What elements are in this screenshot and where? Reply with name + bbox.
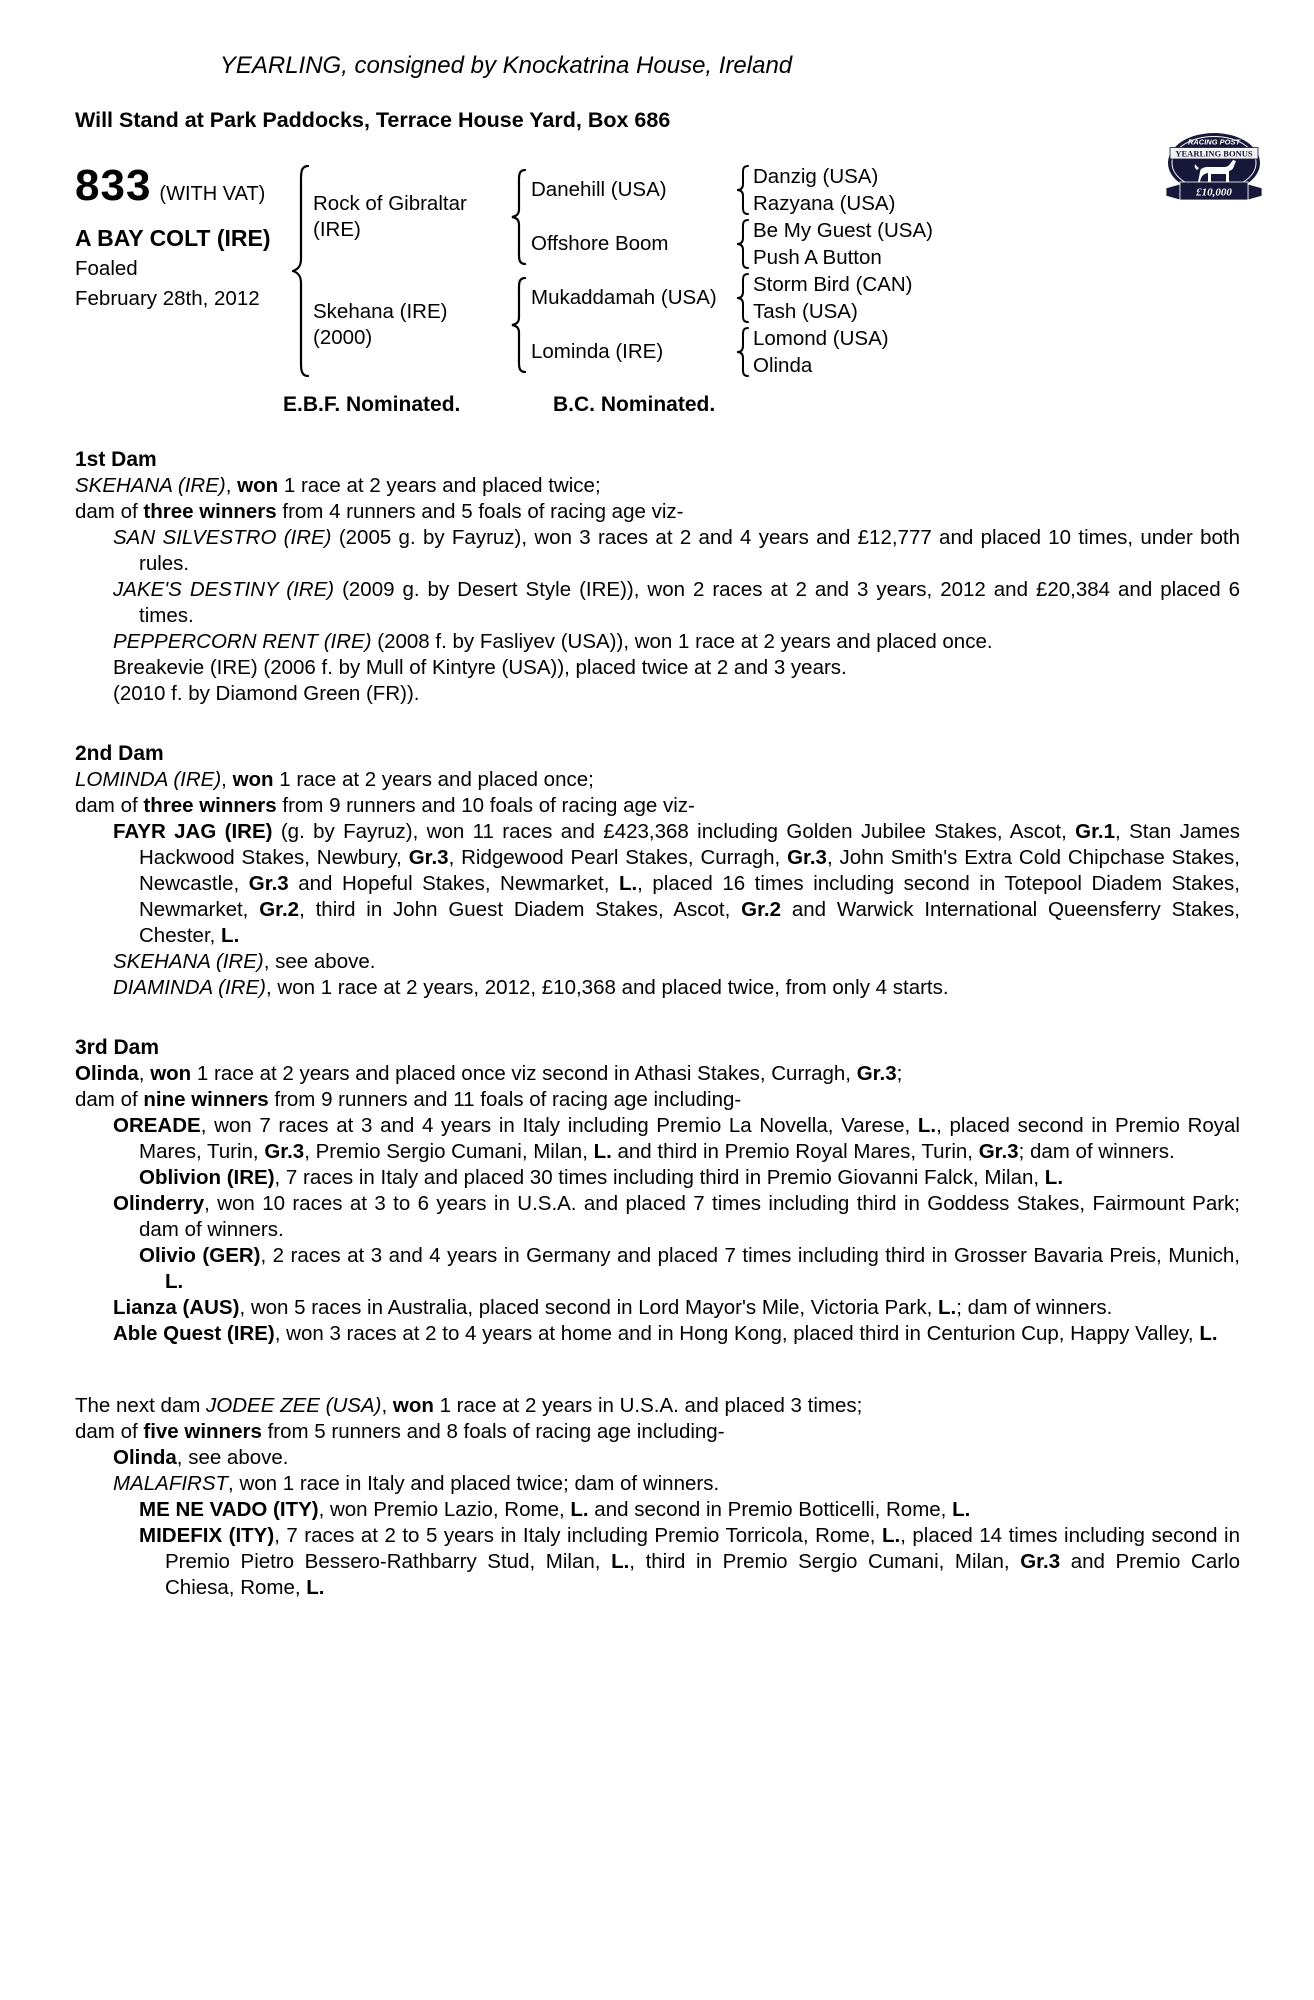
dam-name-line2: (2000)	[313, 326, 373, 349]
stand-location-line: Will Stand at Park Paddocks, Terrace House Yard, Box 686	[75, 108, 671, 132]
gen3-brace-icon	[731, 217, 753, 271]
pedigree-paragraph: (2010 f. by Diamond Green (FR)).	[113, 682, 420, 705]
sire-name-line1: Rock of Gibraltar	[313, 192, 467, 215]
dam-name-line1: Skehana (IRE)	[313, 300, 448, 323]
vat-note: (WITH VAT)	[159, 183, 266, 205]
pedigree-paragraph: ME NE VADO (ITY), won Premio Lazio, Rome, L. and second in Premio Botticelli, Rome, L.	[139, 1498, 971, 1521]
pedigree-paragraph: OREADE, won 7 races at 3 and 4 years in Italy including Premio La Novella, Varese, L., placed second in Premio Royal Mares, Turin, Gr.3, Premio Sergio Cumani, Milan, L. and third in Premio Royal Mares, Turin, Gr.3; dam of winners.	[113, 1114, 1240, 1163]
bc-nominated: B.C. Nominated.	[553, 393, 716, 416]
dam-section	[75, 1393, 1240, 1601]
pedigree-paragraph: dam of nine winners from 9 runners and 11 foals of racing age including-	[75, 1088, 742, 1111]
foaled-label: Foaled	[75, 257, 138, 280]
pedigree-paragraph: SKEHANA (IRE), see above.	[113, 950, 376, 973]
pedigree-paragraph: dam of three winners from 4 runners and 5 foals of racing age viz-	[75, 500, 684, 523]
lot-number-row	[75, 163, 287, 209]
ribbon-left	[1166, 184, 1180, 200]
pedigree-paragraph: Oblivion (IRE), 7 races in Italy and placed 30 times including third in Premio Giovanni Falck, Milan, L.	[139, 1166, 1064, 1189]
gen3-brace-icon	[731, 163, 753, 217]
ribbon-right	[1248, 184, 1262, 200]
pedigree-paragraph: MIDEFIX (ITY), 7 races at 2 to 5 years in Italy including Premio Torricola, Rome, L., placed 14 times including second in Premio Pietro Bessero-Rathbarry Stud, Milan, L., third in Premio Sergio Cumani, Milan, Gr.3 and Premio Carlo Chiesa, Rome, L.	[139, 1524, 1241, 1599]
gen3-ancestor: Push A Button	[753, 245, 882, 269]
dam-section	[75, 741, 1240, 1001]
sire-brace-icon	[505, 163, 531, 271]
pedigree-paragraph: Breakevie (IRE) (2006 f. by Mull of Kintyre (USA)), placed twice at 2 and 3 years.	[113, 656, 847, 679]
dam-name	[313, 271, 505, 379]
pedigree-paragraph: Lianza (AUS), won 5 races in Australia, placed second in Lord Mayor's Mile, Victoria Park, L.; dam of winners.	[113, 1296, 1113, 1319]
pedigree-paragraph: The next dam JODEE ZEE (USA), won 1 race at 2 years in U.S.A. and placed 3 times;	[75, 1394, 863, 1417]
pedigree-paragraph: Olivio (GER), 2 races at 3 and 4 years in Germany and placed 7 times including third in Grosser Bavaria Preis, Munich, L.	[139, 1244, 1240, 1293]
sire-name-line2: (IRE)	[313, 218, 361, 241]
gen3-ancestor: Tash (USA)	[753, 299, 858, 323]
lot-info	[75, 163, 287, 379]
gen2-sire-of-dam: Mukaddamah (USA)	[531, 286, 717, 309]
pedigree-paragraph: Olinderry, won 10 races at 3 to 6 years in U.S.A. and placed 7 times including third in Goddess Stakes, Fairmount Park; dam of winners.	[113, 1192, 1240, 1241]
pedigree-tree	[75, 163, 1240, 379]
gen3-ancestor: Lomond (USA)	[753, 326, 889, 350]
gen3-ancestor: Storm Bird (CAN)	[753, 272, 913, 296]
section-heading: 3rd Dam	[75, 1036, 160, 1059]
pedigree-paragraph: Olinda, see above.	[113, 1446, 289, 1469]
pedigree-paragraph: dam of three winners from 9 runners and 10 foals of racing age viz-	[75, 794, 695, 817]
gen3-ancestor: Be My Guest (USA)	[753, 218, 933, 242]
badge-amount-text: £10,000	[1196, 186, 1232, 199]
lot-number: 833	[75, 161, 152, 210]
pedigree-paragraph: DIAMINDA (IRE), won 1 race at 2 years, 2012, £10,368 and placed twice, from only 4 starts.	[113, 976, 949, 999]
gen1-brace-icon	[287, 163, 313, 379]
section-heading: 2nd Dam	[75, 742, 164, 765]
pedigree-paragraph: Able Quest (IRE), won 3 races at 2 to 4 years at home and in Hong Kong, placed third in Centurion Cup, Happy Valley, L.	[113, 1322, 1218, 1345]
badge-bonus-text: YEARLING BONUS	[1175, 148, 1253, 159]
gen2-sire-of-sire: Danehill (USA)	[531, 178, 667, 201]
pedigree-paragraph: MALAFIRST, won 1 race in Italy and placed twice; dam of winners.	[113, 1472, 720, 1495]
pedigree-paragraph: SAN SILVESTRO (IRE) (2005 g. by Fayruz), won 3 races at 2 and 4 years and £12,777 and placed 10 times, under both rules.	[113, 526, 1240, 575]
pedigree-paragraph: PEPPERCORN RENT (IRE) (2008 f. by Fasliyev (USA)), won 1 race at 2 years and placed once.	[113, 630, 993, 653]
dam-section	[75, 1035, 1240, 1347]
gen3-brace-icon	[731, 325, 753, 379]
nomination-line	[75, 393, 1240, 423]
dam-brace-icon	[505, 271, 531, 379]
section-heading: 1st Dam	[75, 448, 157, 471]
yearling-bonus-badge-icon	[1154, 130, 1274, 210]
consignment-title: YEARLING, consigned by Knockatrina House, Ireland	[219, 52, 793, 79]
pedigree-paragraph: LOMINDA (IRE), won 1 race at 2 years and placed once;	[75, 768, 594, 791]
pedigree-paragraph: dam of five winners from 5 runners and 8 foals of racing age including-	[75, 1420, 725, 1443]
horse-description: A BAY COLT (IRE)	[75, 225, 271, 251]
gen3-brace-icon	[731, 271, 753, 325]
sire-name	[313, 163, 505, 271]
badge-brand-text: RACING POST	[1187, 137, 1241, 147]
gen2-dam-of-sire: Offshore Boom	[531, 232, 669, 255]
pedigree-paragraph: FAYR JAG (IRE) (g. by Fayruz), won 11 races and £423,368 including Golden Jubilee Stakes, Ascot, Gr.1, Stan James Hackwood Stakes, Newbury, Gr.3, Ridgewood Pearl Stakes, Curragh, Gr.3, John Smith's Extra Cold Chipchase Stakes, Newcastle, Gr.3 and Hopeful Stakes, Newmarket, L., placed 16 times including second in Totepool Diadem Stakes, Newmarket, Gr.2, third in John Guest Diadem Stakes, Ascot, Gr.2 and Warwick International Queensferry Stakes, Chester, L.	[113, 820, 1240, 947]
gen3-ancestor: Olinda	[753, 353, 813, 377]
gen3-ancestor: Danzig (USA)	[753, 164, 879, 188]
pedigree-paragraph: SKEHANA (IRE), won 1 race at 2 years and placed twice;	[75, 474, 601, 497]
pedigree-paragraph: JAKE'S DESTINY (IRE) (2009 g. by Desert Style (IRE)), won 2 races at 2 and 3 years, 2012 and £20,384 and placed 6 times.	[113, 578, 1240, 627]
badge-graphic	[1154, 130, 1274, 210]
gen2-dam-of-dam: Lominda (IRE)	[531, 340, 664, 363]
pedigree-paragraph: Olinda, won 1 race at 2 years and placed once viz second in Athasi Stakes, Curragh, Gr.3;	[75, 1062, 903, 1085]
pedigree-text	[75, 447, 1240, 1601]
foaled-date: February 28th, 2012	[75, 287, 260, 310]
dam-section	[75, 447, 1240, 707]
ebf-nominated: E.B.F. Nominated.	[283, 393, 461, 416]
gen3-ancestor: Razyana (USA)	[753, 191, 896, 215]
